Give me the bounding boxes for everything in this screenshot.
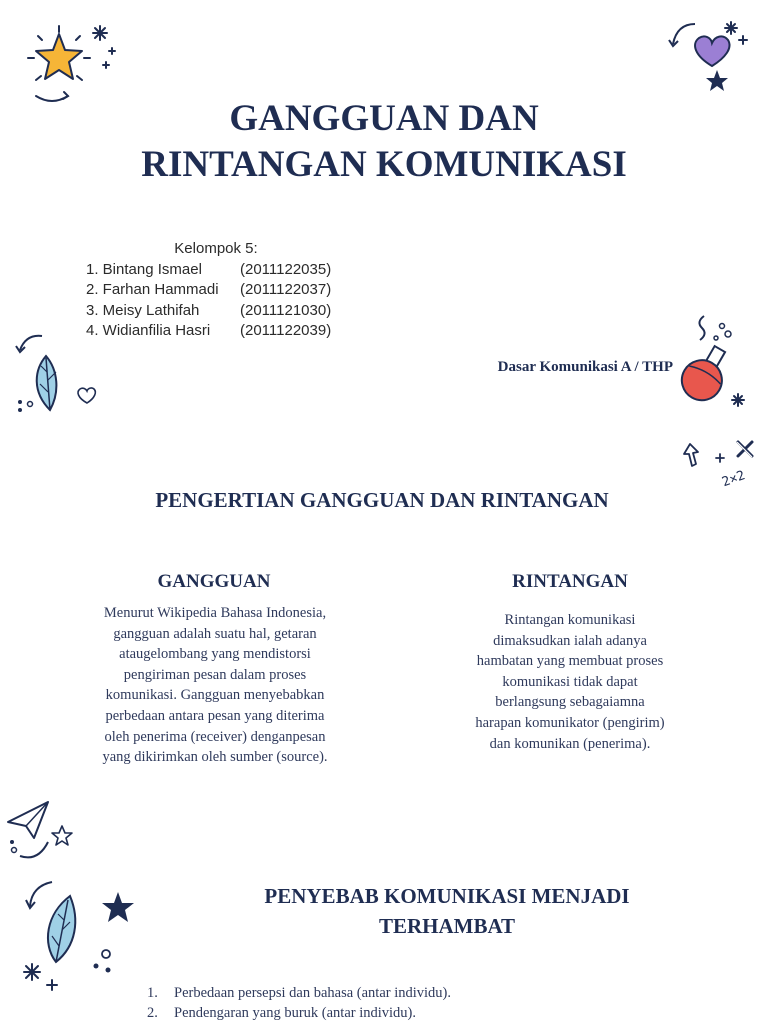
text-line: Rintangan komunikasi [504, 612, 636, 628]
member-name: 2. Farhan Hammadi [86, 281, 219, 298]
text-line: dimaksudkan ialah adanya [493, 632, 647, 649]
flask-icon [672, 312, 752, 412]
heart-icon [665, 16, 755, 96]
list-number: 1. [147, 985, 158, 1001]
text-line: Menurut Wikipedia Bahasa Indonesia, [103, 605, 327, 621]
course-label: Dasar Komunikasi A / THP [497, 359, 673, 375]
member-name: 4. Widianfilia Hasri [86, 322, 211, 339]
two-by-two-doodle: 2×2 [720, 468, 748, 491]
text-line: berlangsung sebagaiamna [495, 694, 645, 711]
section-title: PENGERTIAN GANGGUAN DAN RINTANGAN [155, 488, 609, 512]
column-title-rintangan: RINTANGAN [512, 571, 628, 592]
column-text-gangguan [70, 603, 360, 768]
group-members [86, 239, 346, 342]
list-item [147, 1003, 451, 1023]
member-id: (2011122037) [240, 281, 332, 298]
member-id: (2011122035) [240, 260, 332, 278]
text-line: pengiriman pesan dalam proses [123, 666, 307, 683]
leaf-icon [12, 876, 142, 1000]
member-id: (2011121030) [240, 301, 332, 319]
text-line: oleh penerima (receiver) denganpesan [104, 728, 326, 745]
causes-list [147, 983, 451, 1023]
column-title-gangguan: GANGGUAN [157, 571, 271, 592]
leaf-icon [12, 328, 102, 418]
causes-title-line-1: PENYEBAB KOMUNIKASI MENJADI [264, 884, 630, 908]
list-text: Pendengaran yang buruk (antar individu). [174, 1005, 416, 1021]
paper-plane-icon [4, 798, 84, 864]
text-line: ataugelombang yang mendistorsi [119, 646, 311, 663]
text-line: dan komunikan (penerima). [489, 735, 651, 752]
member-row [86, 260, 346, 281]
page-title [0, 96, 768, 188]
list-item [147, 983, 451, 1003]
text-line: yang dikirimkan oleh sumber (source). [102, 749, 328, 766]
member-id: (2011122039) [240, 322, 332, 339]
member-name: 3. Meisy Lathifah [86, 301, 200, 319]
list-text: Perbedaan persepsi dan bahasa (antar individu). [174, 985, 452, 1001]
text-line: gangguan adalah suatu hal, getaran [113, 625, 317, 642]
member-name: 1. Bintang Ismael [86, 260, 202, 278]
text-line: harapan komunikator (pengirim) [475, 714, 665, 731]
text-line: perbedaan antara pesan yang diterima [105, 707, 325, 724]
list-number: 2. [147, 1005, 158, 1021]
causes-title [230, 881, 664, 941]
title-line-1: GANGGUAN DAN [229, 98, 539, 139]
member-row [86, 321, 346, 342]
sparkle-icon [90, 24, 120, 74]
member-row [86, 301, 346, 322]
text-line: hambatan yang membuat proses [476, 653, 664, 670]
text-line: komunikasi. Gangguan menyebabkan [105, 687, 325, 704]
column-text-rintangan [430, 610, 710, 754]
causes-title-line-2: TERHAMBAT [378, 914, 516, 938]
text-line: komunikasi tidak dapat [502, 673, 638, 690]
member-row [86, 280, 346, 301]
title-line-2: RINTANGAN KOMUNIKASI [141, 144, 627, 185]
cross-icon [680, 432, 766, 496]
group-heading: Kelompok 5: [174, 240, 258, 257]
